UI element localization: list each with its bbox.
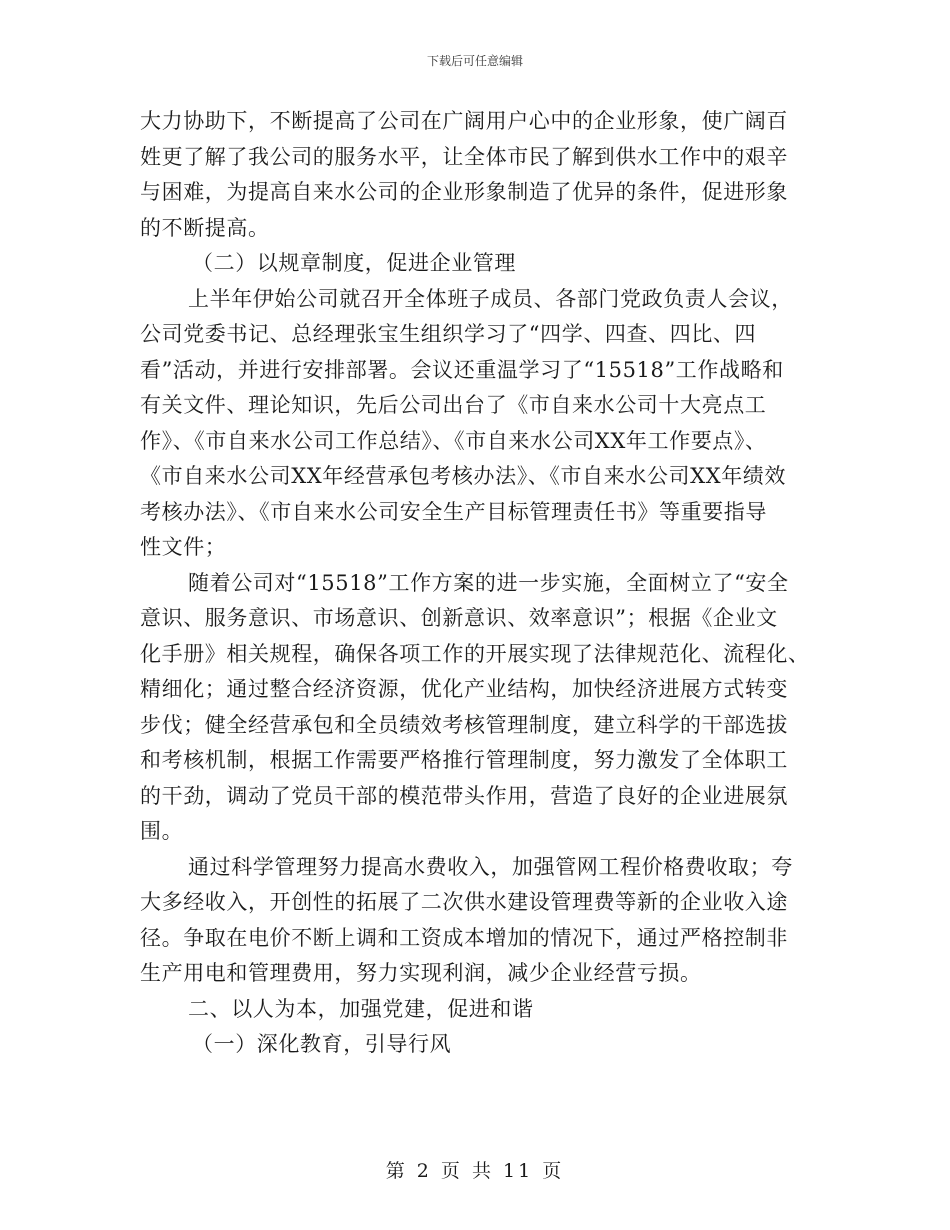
section-heading: 二、以人为本，加强党建，促进和谐 <box>188 996 534 1021</box>
text-line: 和考核机制，根据工作需要严格推行管理制度，努力激发了全体职工 <box>140 748 788 772</box>
text-line: 上半年伊始公司就召开全体班子成员、各部门党政负责人会议， <box>188 286 793 311</box>
text-line: 姓更了解了我公司的服务水平，让全体市民了解到供水工作中的艰辛 <box>140 144 788 169</box>
text-line: 的干劲，调动了党员干部的模范带头作用，营造了良好的企业进展氛 <box>140 783 788 808</box>
text-line: 步伐；健全经营承包和全员绩效考核管理制度，建立科学的干部选拔 <box>140 712 788 737</box>
text-line: 《市自来水公司XX年经营承包考核办法》、《市自来水公司XX年绩效 <box>140 464 786 488</box>
text-line: 公司党委书记、总经理张宝生组织学习了“四学、四查、四比、四 <box>140 322 757 346</box>
text-line: 意识、服务意识、市场意识、创新意识、效率意识”；根据《企业文 <box>140 606 778 630</box>
text-line: 精细化；通过整合经济资源，优化产业结构，加快经济进展方式转变 <box>140 677 788 701</box>
text-line: 作》、《市自来水公司工作总结》、《市自来水公司XX年工作要点》、 <box>140 428 767 453</box>
page-number: 第 2 页 共 11 页 <box>385 1160 565 1182</box>
text-line: 性文件； <box>140 535 227 559</box>
text-line: 看”活动，并进行安排部署。会议还重温学习了“15518”工作战略和 <box>140 357 784 382</box>
section-heading: （二）以规章制度，促进企业管理 <box>192 251 516 275</box>
text-line: 的不断提高。 <box>140 215 270 240</box>
text-line: 生产用电和管理费用，努力实现利润，减少企业经营亏损。 <box>140 961 702 985</box>
text-line: 围。 <box>140 819 184 843</box>
text-line: 与困难，为提高自来水公司的企业形象制造了优异的条件，促进形象 <box>140 180 788 204</box>
text-line: 大多经收入，开创性的拓展了二次供水建设管理费等新的企业收入途 <box>140 890 788 914</box>
text-line: 通过科学管理努力提高水费收入，加强管网工程价格费收取；夸 <box>188 854 793 879</box>
text-line: 随着公司对“15518”工作方案的进一步实施，全面树立了“安全 <box>188 570 789 595</box>
text-line: 径。争取在电价不断上调和工资成本增加的情况下，通过严格控制非 <box>140 925 788 950</box>
text-line: 化手册》相关规程，确保各项工作的开展实现了法律规范化、流程化、 <box>140 641 810 666</box>
document-body <box>140 104 820 1063</box>
page-header-note: 下载后可任意编辑 <box>426 54 523 68</box>
text-line: 考核办法》、《市自来水公司安全生产目标管理责任书》等重要指导 <box>140 499 767 524</box>
text-line: 大力协助下，不断提高了公司在广阔用户心中的企业形象，使广阔百 <box>140 109 788 133</box>
section-heading: （一）深化教育，引导行风 <box>192 1032 452 1056</box>
text-line: 有关文件、理论知识，先后公司出台了《市自来水公司十大亮点工 <box>140 393 767 417</box>
